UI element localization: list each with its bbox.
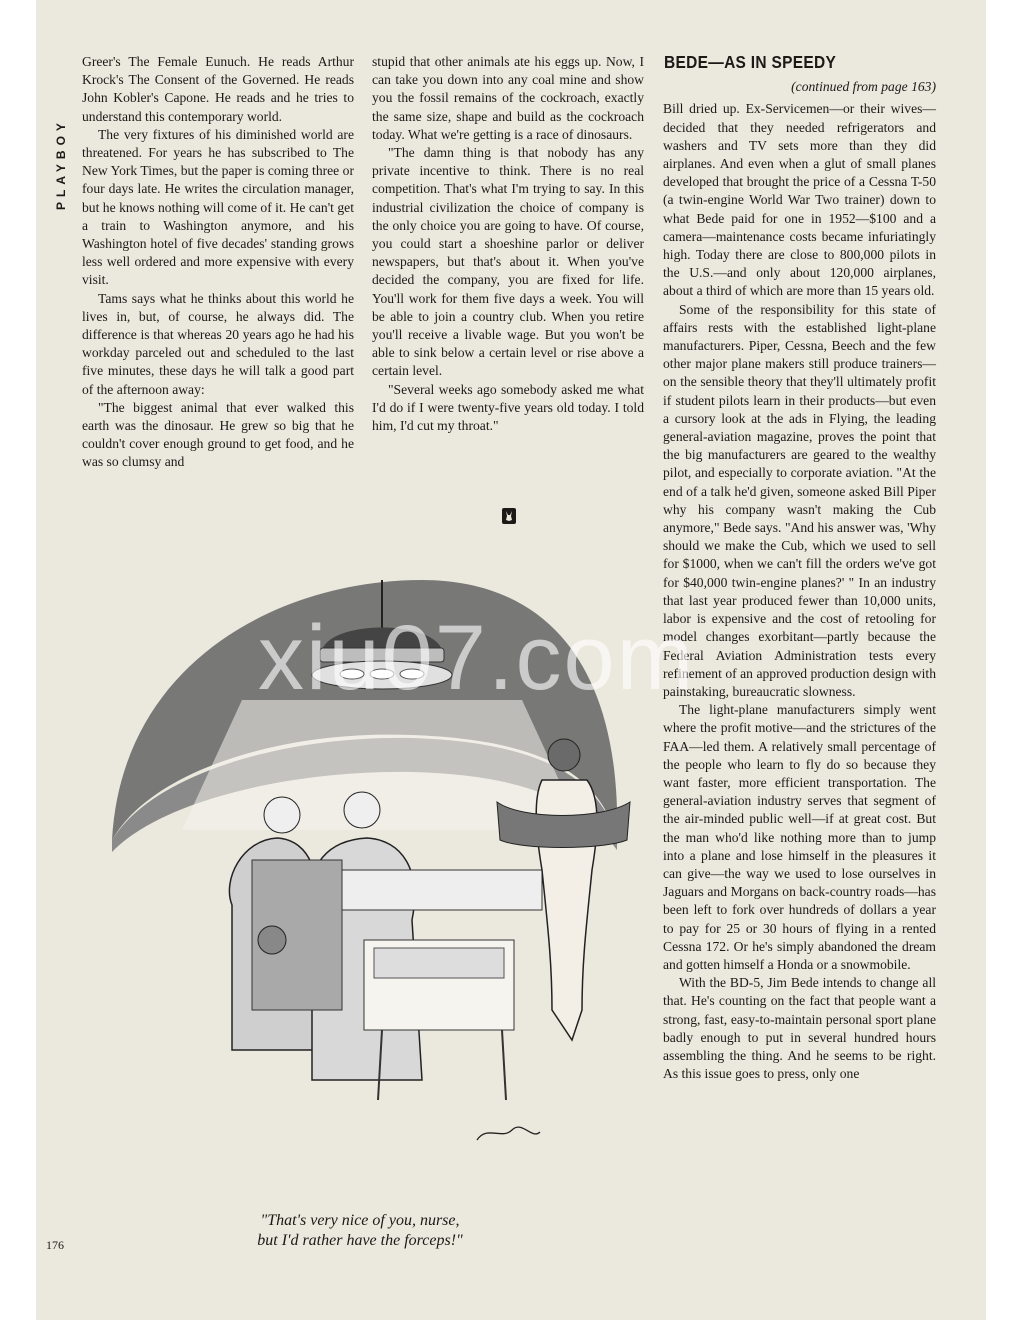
paragraph: stupid that other animals ate his eggs up. Now, I can take you down into any coal mine and show you the fossil remains of the cockroach, exactly the same size, shape and build as the cockroach today. What we're getting is a race of dinosaurs. <box>372 54 644 142</box>
paragraph: The light-plane manufacturers simply went where the profit motive—and the strictures of the FAA—led them. A relatively small percentage of the people who learn to fly do so because they want faster, more efficient transportation. The general-aviation industry serves that segment of the air-minded public well—if at great cost. But the man who'd like nothing more than to jump into a plane and lose himself in the pleasures it can give—the way we used to lose ourselves in Jaguars and Morgans on back-country roads—has been left to fork over hundreds of dollars a year to pay for 25 or 30 hours of flying in a rented Cessna 172. Or he's simply abandoned the dream and gotten himself a Honda or a snowmobile. <box>663 702 936 972</box>
paragraph: The very fixtures of his diminished world are threatened. For years he has subscribed to The New York Times, but the paper is coming three or four days late. He writes the circulation manager, but he knows nothing will come of it. He can't get a train to Washington anymore, and his Washington hotel of five decades' standing grows less well ordered and more expensive with every visit. <box>82 126 354 288</box>
rabbit-head-end-mark-icon <box>502 508 516 524</box>
text-column-3 <box>663 53 936 1083</box>
page-number: 176 <box>46 1238 64 1252</box>
article-headline: BEDE—AS IN SPEEDY <box>664 53 837 73</box>
continued-note: (continued from page 163) <box>791 79 936 95</box>
paragraph: With the BD-5, Jim Bede intends to change all that. He's counting on the fact that people want a strong, fast, easy-to-maintain personal sport plane badly enough to put in several hundred hours assembling the thing. And he seems to be right. As this issue goes to press, only one <box>663 975 936 1082</box>
text-column-2 <box>372 53 644 435</box>
paragraph: "Several weeks ago somebody asked me what I'd do if I were twenty-five years old today. I told him, I'd cut my throat." <box>372 381 644 434</box>
paragraph: Some of the responsibility for this state of affairs rests with the established light-plane manufacturers. Piper, Cessna, Beech and the few other major plane makers still produce trainers—on the sensible theory that they'll ultimately profit if student pilots learn in their products—but even a cursory look at the ads in Flying, the leading general-aviation magazine, proves the point that the big manufacturers are geared to the wealthy pilot, and especially to corporate aviation. "At the end of a talk he'd given, someone asked Bill Piper why his company wasn't making the Cub anymore," Bede says. "And his answer was, 'Why should we make the Cub, which we used to sell for $1000, when we can't fill the orders we've got for $40,000 twin-engine planes?' " In an industry that last year produced fewer than 10,000 units, labor is expensive and the cost of retooling for model changes exorbitant—partly because the Federal Aviation Administration tests every refinement of an approved production design with painstaking, bureaucratic slowness. <box>663 301 936 699</box>
caption-line: but I'd rather have the forceps!" <box>257 1232 463 1249</box>
paragraph: "The biggest animal that ever walked this earth was the dinosaur. He grew so big that he couldn't cover enough ground to get food, and he was so clumsy and <box>82 399 354 470</box>
cartoon-caption <box>210 1211 510 1251</box>
caption-line: "That's very nice of you, nurse, <box>260 1212 460 1229</box>
text-column-1 <box>82 53 354 472</box>
paragraph: Greer's The Female Eunuch. He reads Arthur Krock's The Consent of the Governed. He reads John Kobler's Capone. He reads and he tries to understand this contemporary world. <box>82 54 354 124</box>
paragraph: Tams says what he thinks about this world he lives in, but, of course, he always did. The difference is that whereas 20 years ago he had his workday parceled out and scheduled to the last five minutes, these days he will talk a good part of the afternoon away: <box>82 290 354 397</box>
left-margin <box>0 0 36 1320</box>
magazine-runner: PLAYBOY <box>54 118 68 210</box>
paragraph: Bill dried up. Ex-Servicemen—or their wives—decided that they needed refrigerators and washers and TV sets more than they did airplanes. And even when a glut of small planes developed that brought the price of a Cessna T-50 (a twin-engine World War Two trainer) down to what Bede paid for one in 1952—$100 and a camera—maintenance costs became infuriatingly high. Today there are close to 800,000 pilots in the U.S.—and only about 120,000 airplanes, about a third of which are more than 15 years old. <box>663 101 936 299</box>
watermark-text: xiu07.com <box>258 607 696 709</box>
right-margin <box>986 0 1020 1320</box>
paragraph: "The damn thing is that nobody has any private incentive to think. There is no real competition. That's what I'm trying to say. In this industrial civilization the choice of company is the only choice you are going to have. Of course, you could start a shoeshine parlor or deliver newspapers, but that's about it. When you've decided the company, you are fixed for life. You'll work for them five days a week. You will be able to join a country club. When you retire you'll receive a livable wage. But you won't be able to sink below a certain level or rise above a certain level. <box>372 145 644 379</box>
